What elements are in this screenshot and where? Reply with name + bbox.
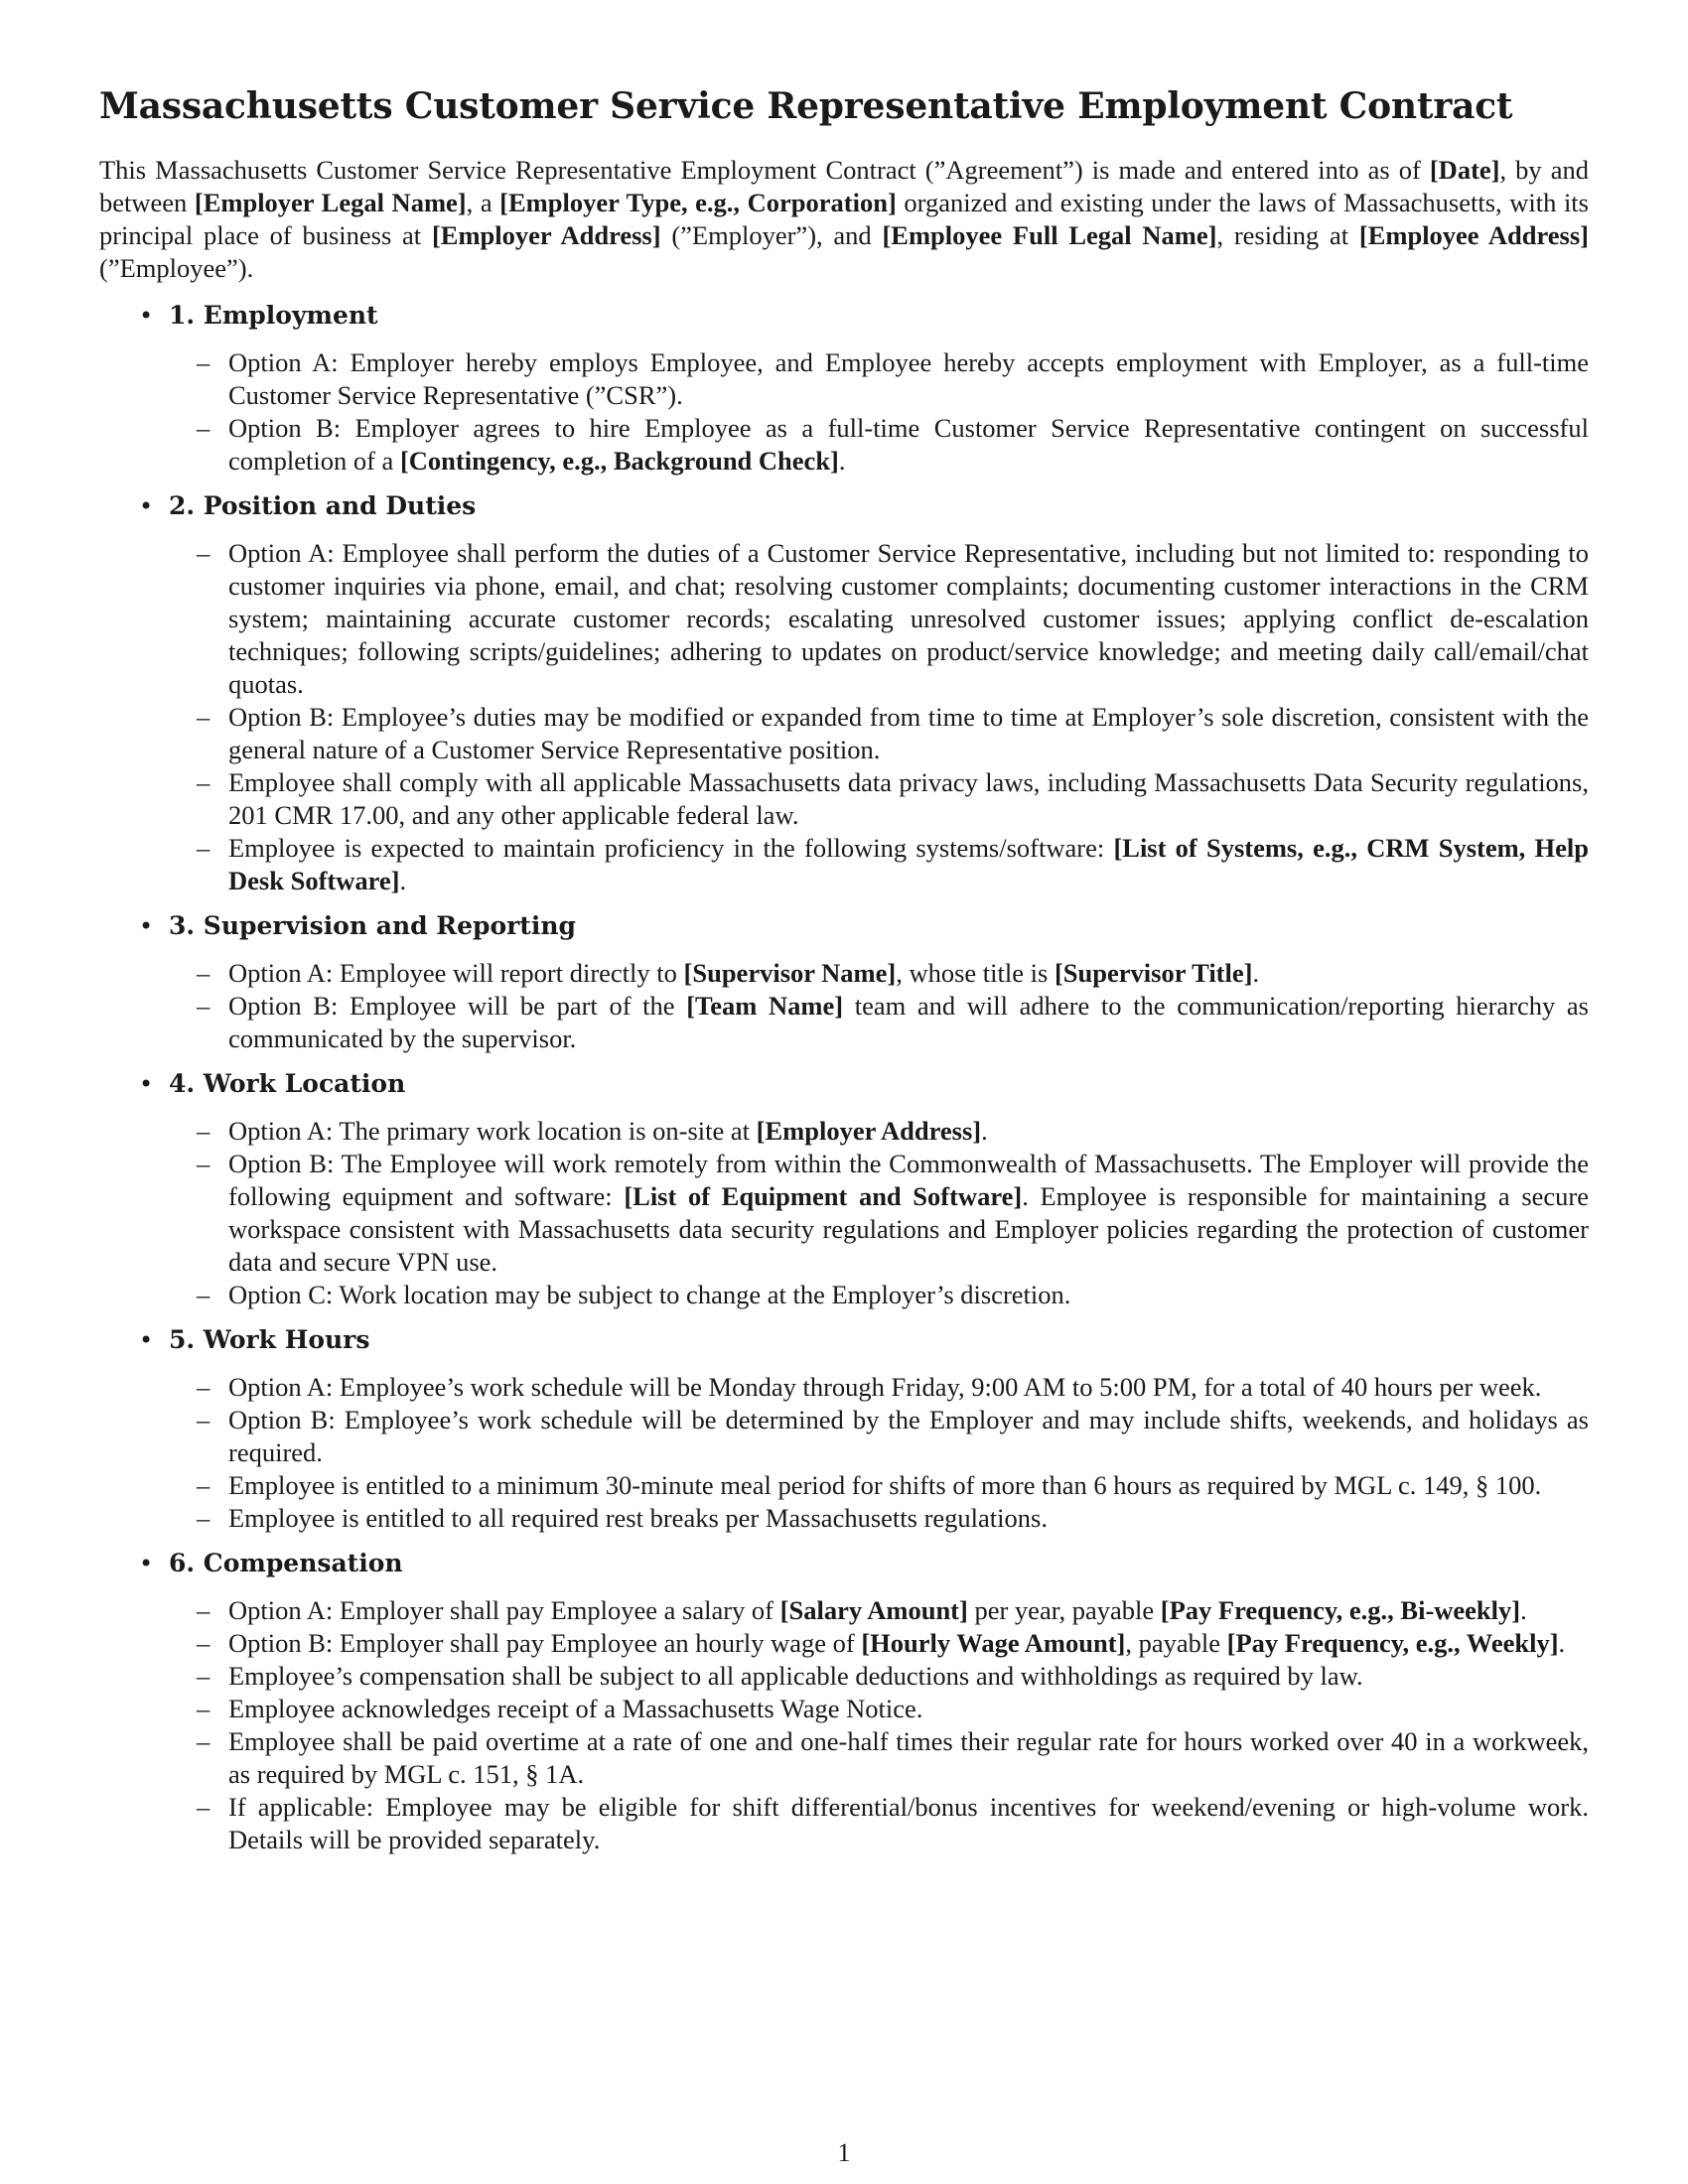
placeholder-field: [Employer Address]: [756, 1116, 982, 1147]
clause-item: [169, 766, 1589, 832]
dash-icon: –: [197, 1503, 211, 1534]
section-title: 5. Work Hours: [169, 1325, 370, 1355]
clause-item: [169, 537, 1589, 701]
dash-icon: –: [197, 833, 211, 864]
placeholder-field: [Supervisor Name]: [683, 958, 897, 989]
text-run: Option B: Employee’s work schedule will be determined by the Employer and may include shifts, weekends, and holidays as required.: [228, 1405, 1589, 1468]
clause-item: [169, 1404, 1589, 1469]
clause-item: [169, 701, 1589, 766]
section-items: [169, 537, 1589, 897]
text-run: organized and existing under the laws of Massachusetts, with its principal place of business at: [99, 188, 1589, 251]
text-run: Employee shall comply with all applicable Massachusetts data privacy laws, including Massachusetts Data Security regulations, 201 CMR 17.00, and any other applicable federal law.: [228, 767, 1589, 831]
clause-item: [169, 1627, 1589, 1660]
text-run: Option B: The Employee will work remotely from within the Commonwealth of Massachusetts. The Employer will provide the following equipment and software:: [228, 1149, 1589, 1212]
text-run: (”Employer”), and: [660, 220, 883, 251]
section-items: [169, 1371, 1589, 1535]
placeholder-field: [Supervisor Title]: [1054, 958, 1253, 989]
placeholder-field: [Employee Address]: [1358, 220, 1589, 251]
document-page: [99, 85, 1589, 1868]
dash-icon: –: [197, 1726, 211, 1757]
text-run: per year, payable: [967, 1595, 1161, 1626]
text-run: Option A: Employer shall pay Employee a salary of: [228, 1595, 780, 1626]
dash-icon: –: [197, 1405, 211, 1435]
text-run: Option C: Work location may be subject to change at the Employer’s discretion.: [228, 1280, 1071, 1310]
dash-icon: –: [197, 413, 211, 444]
section-title: 2. Position and Duties: [169, 491, 477, 521]
text-run: Employee acknowledges receipt of a Massachusetts Wage Notice.: [228, 1694, 923, 1724]
dash-icon: –: [197, 1372, 211, 1403]
placeholder-field: [Date]: [1429, 155, 1500, 186]
placeholder-field: [Hourly Wage Amount]: [861, 1628, 1126, 1659]
clause-item: [169, 1791, 1589, 1856]
clause-item: [169, 1148, 1589, 1279]
bullet-icon: •: [139, 1070, 154, 1099]
contract-section: [99, 1067, 1589, 1311]
contract-section: [99, 489, 1589, 897]
dash-icon: –: [197, 1470, 211, 1501]
bullet-icon: •: [139, 912, 154, 941]
text-run: This Massachusetts Customer Service Representative Employment Contract (”Agreement”) is made and entered into as of: [99, 155, 1430, 186]
clause-item: [169, 346, 1589, 412]
dash-icon: –: [197, 991, 211, 1022]
text-run: (”Employee”).: [99, 253, 254, 284]
text-run: , a: [466, 188, 500, 218]
contract-section: [99, 909, 1589, 1055]
section-items: [169, 957, 1589, 1055]
text-run: Option B: Employee will be part of the: [228, 991, 687, 1022]
text-run: , by and between: [99, 155, 1590, 218]
dash-icon: –: [197, 1661, 211, 1692]
dash-icon: –: [197, 1116, 211, 1147]
text-run: Option B: Employer shall pay Employee an hourly wage of: [228, 1628, 862, 1659]
clause-item: [169, 1594, 1589, 1627]
dash-icon: –: [197, 702, 211, 733]
placeholder-field: [Pay Frequency, e.g., Weekly]: [1226, 1628, 1559, 1659]
clause-item: [169, 1371, 1589, 1404]
clause-item: [169, 1502, 1589, 1535]
text-run: , residing at: [1216, 220, 1359, 251]
text-run: Option A: Employee’s work schedule will be Monday through Friday, 9:00 AM to 5:00 PM, for a total of 40 hours per week.: [228, 1372, 1542, 1403]
placeholder-field: [Employer Address]: [431, 220, 661, 251]
clause-item: [169, 412, 1589, 478]
section-title: 4. Work Location: [169, 1069, 406, 1099]
clause-item: [169, 1115, 1589, 1148]
placeholder-field: [Team Name]: [686, 991, 844, 1022]
clause-item: [169, 1660, 1589, 1693]
dash-icon: –: [197, 1595, 211, 1626]
text-run: Option A: Employee shall perform the duties of a Customer Service Representative, including but not limited to: responding to customer inquiries via phone, email, and chat; resolving customer complaints; documenting customer interactions in the CRM system; maintaining accurate customer records; escalating unresolved customer issues; applying conflict de-escalation techniques; following scripts/guidelines; adhering to updates on product/service knowledge; and meeting daily call/email/chat quotas.: [228, 538, 1589, 700]
placeholder-field: [Contingency, e.g., Background Check]: [399, 446, 839, 477]
contract-section: [99, 1323, 1589, 1535]
dash-icon: –: [197, 1149, 211, 1179]
bullet-icon: •: [139, 302, 154, 331]
dash-icon: –: [197, 1280, 211, 1310]
text-run: . Employee is responsible for maintaining a secure workspace consistent with Massachusetts data security regulations and Employer policies regarding the protection of customer data and secure VPN use.: [228, 1181, 1589, 1278]
text-run: Option B: Employer agrees to hire Employee as a full-time Customer Service Representative contingent on successful completion of a: [228, 413, 1589, 477]
contract-section: [99, 299, 1589, 478]
text-run: , payable: [1125, 1628, 1227, 1659]
dash-icon: –: [197, 958, 211, 989]
text-run: .: [838, 446, 846, 477]
text-run: .: [399, 866, 407, 896]
section-items: [169, 346, 1589, 478]
text-run: Option A: The primary work location is on-site at: [228, 1116, 757, 1147]
placeholder-field: [Salary Amount]: [779, 1595, 968, 1626]
intro-paragraph: [99, 154, 1589, 285]
bullet-icon: •: [139, 1326, 154, 1355]
text-run: .: [1520, 1595, 1527, 1626]
dash-icon: –: [197, 1792, 211, 1823]
bullet-icon: •: [139, 492, 154, 521]
document-title: Massachusetts Customer Service Representative Employment Contract: [99, 85, 1513, 127]
text-run: .: [981, 1116, 988, 1147]
placeholder-field: [Employer Legal Name]: [194, 188, 467, 218]
clause-item: [169, 1693, 1589, 1725]
text-run: Employee is entitled to all required rest breaks per Massachusetts regulations.: [228, 1503, 1048, 1534]
section-title: 1. Employment: [169, 301, 378, 331]
placeholder-field: [Employer Type, e.g., Corporation]: [499, 188, 897, 218]
section-title: 6. Compensation: [169, 1549, 403, 1578]
dash-icon: –: [197, 767, 211, 798]
text-run: .: [1252, 958, 1260, 989]
contract-section: [99, 1547, 1589, 1856]
clause-item: [169, 990, 1589, 1055]
text-run: Employee is entitled to a minimum 30-minute meal period for shifts of more than 6 hours as required by MGL c. 149, § 100.: [228, 1470, 1542, 1501]
dash-icon: –: [197, 538, 211, 569]
text-run: Employee is expected to maintain proficiency in the following systems/software:: [228, 833, 1114, 864]
placeholder-field: [List of Systems, e.g., CRM System, Help Desk Software]: [228, 833, 1589, 896]
section-items: [169, 1594, 1589, 1856]
placeholder-field: [Pay Frequency, e.g., Bi-weekly]: [1160, 1595, 1521, 1626]
text-run: , whose title is: [896, 958, 1055, 989]
clause-item: [169, 1279, 1589, 1311]
text-run: Option B: Employee’s duties may be modified or expanded from time to time at Employer’s sole discretion, consistent with the general nature of a Customer Service Representative position.: [228, 702, 1589, 765]
bullet-icon: •: [139, 1550, 154, 1578]
text-run: Employee’s compensation shall be subject to all applicable deductions and withholdings as required by law.: [228, 1661, 1363, 1692]
dash-icon: –: [197, 347, 211, 378]
text-run: team and will adhere to the communication/reporting hierarchy as communicated by the supervisor.: [228, 991, 1589, 1054]
placeholder-field: [Employee Full Legal Name]: [882, 220, 1217, 251]
clause-item: [169, 1469, 1589, 1502]
dash-icon: –: [197, 1694, 211, 1724]
text-run: If applicable: Employee may be eligible for shift differential/bonus incentives for weekend/evening or high-volume work. Details will be provided separately.: [228, 1792, 1589, 1855]
clause-item: [169, 832, 1589, 897]
section-title: 3. Supervision and Reporting: [169, 911, 577, 941]
text-run: Option A: Employer hereby employs Employee, and Employee hereby accepts employment with Employer, as a full-time Customer Service Representative (”CSR”).: [228, 347, 1589, 411]
placeholder-field: [List of Equipment and Software]: [624, 1181, 1023, 1212]
text-run: Employee shall be paid overtime at a rate of one and one-half times their regular rate for hours worked over 40 in a workweek, as required by MGL c. 151, § 1A.: [228, 1726, 1589, 1790]
text-run: Option A: Employee will report directly to: [228, 958, 684, 989]
section-list: [99, 299, 1589, 1856]
text-run: .: [1558, 1628, 1566, 1659]
page-number: 1: [837, 2138, 851, 2167]
clause-item: [169, 1725, 1589, 1791]
dash-icon: –: [197, 1628, 211, 1659]
clause-item: [169, 957, 1589, 990]
section-items: [169, 1115, 1589, 1311]
